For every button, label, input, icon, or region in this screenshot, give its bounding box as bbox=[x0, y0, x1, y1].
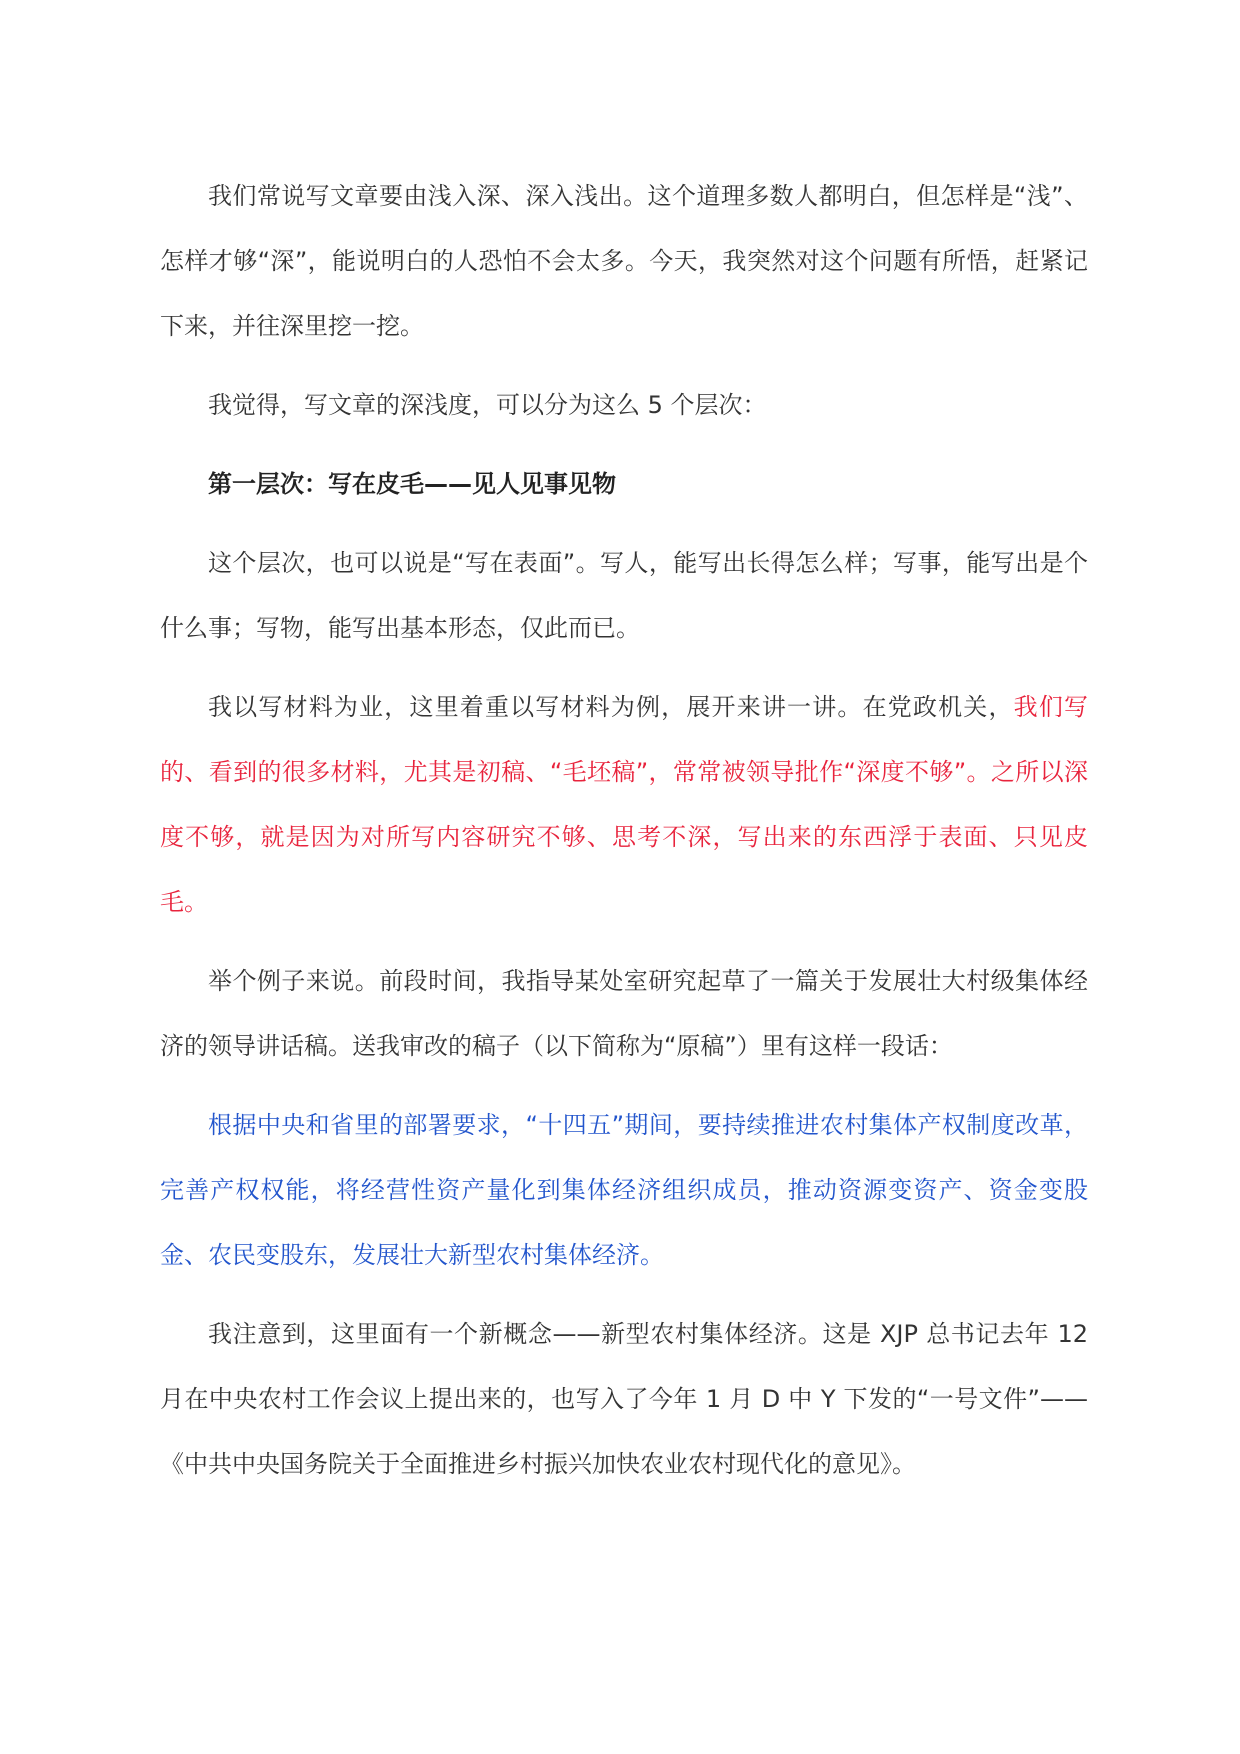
paragraph-new-concept: 我注意到，这里面有一个新概念——新型农村集体经济。这是 XJP 总书记去年 12 月在中央农村工作会议上提出来的，也写入了今年 1 月 D 中 Y 下发的“一号文件”——《中共中央国务院关于全面推进乡村振兴加快农业农村现代化的意见》。 bbox=[160, 1320, 1088, 1478]
paragraph-intro: 我们常说写文章要由浅入深、深入浅出。这个道理多数人都明白，但怎样是“浅”、怎样才够“深”，能说明白的人恐怕不会太多。今天，我突然对这个问题有所悟，赶紧记下来，并往深里挖一挖。 bbox=[160, 182, 1088, 340]
highlighted-red-text: 我们写的、看到的很多材料，尤其是初稿、“毛坯稿”，常常被领导批作“深度不够”。之所以深度不够，就是因为对所写内容研究不够、思考不深，写出来的东西浮于表面、只见皮毛。 bbox=[160, 693, 1089, 916]
paragraph-material-writing-plain: 我以写材料为业，这里着重以写材料为例，展开来讲一讲。在党政机关， bbox=[208, 693, 1014, 721]
section-heading-level-one: 第一层次：写在皮毛——见人见事见物 bbox=[208, 470, 616, 498]
paragraph-example-intro: 举个例子来说。前段时间，我指导某处室研究起草了一篇关于发展壮大村级集体经济的领导讲话稿。送我审改的稿子（以下简称为“原稿”）里有这样一段话： bbox=[160, 967, 1088, 1060]
quoted-draft-paragraph: 根据中央和省里的部署要求，“十四五”期间，要持续推进农村集体产权制度改革，完善产权权能，将经营性资产量化到集体经济组织成员，推动资源变资产、资金变股金、农民变股东，发展壮大新型农村集体经济。 bbox=[160, 1111, 1088, 1269]
paragraph-material-writing bbox=[160, 675, 1088, 935]
paragraph-levels-intro: 我觉得，写文章的深浅度，可以分为这么 5 个层次： bbox=[208, 391, 767, 419]
document-page bbox=[160, 164, 1088, 1511]
paragraph-level-one-description: 这个层次，也可以说是“写在表面”。写人，能写出长得怎么样；写事，能写出是个什么事；写物，能写出基本形态，仅此而已。 bbox=[160, 549, 1088, 642]
